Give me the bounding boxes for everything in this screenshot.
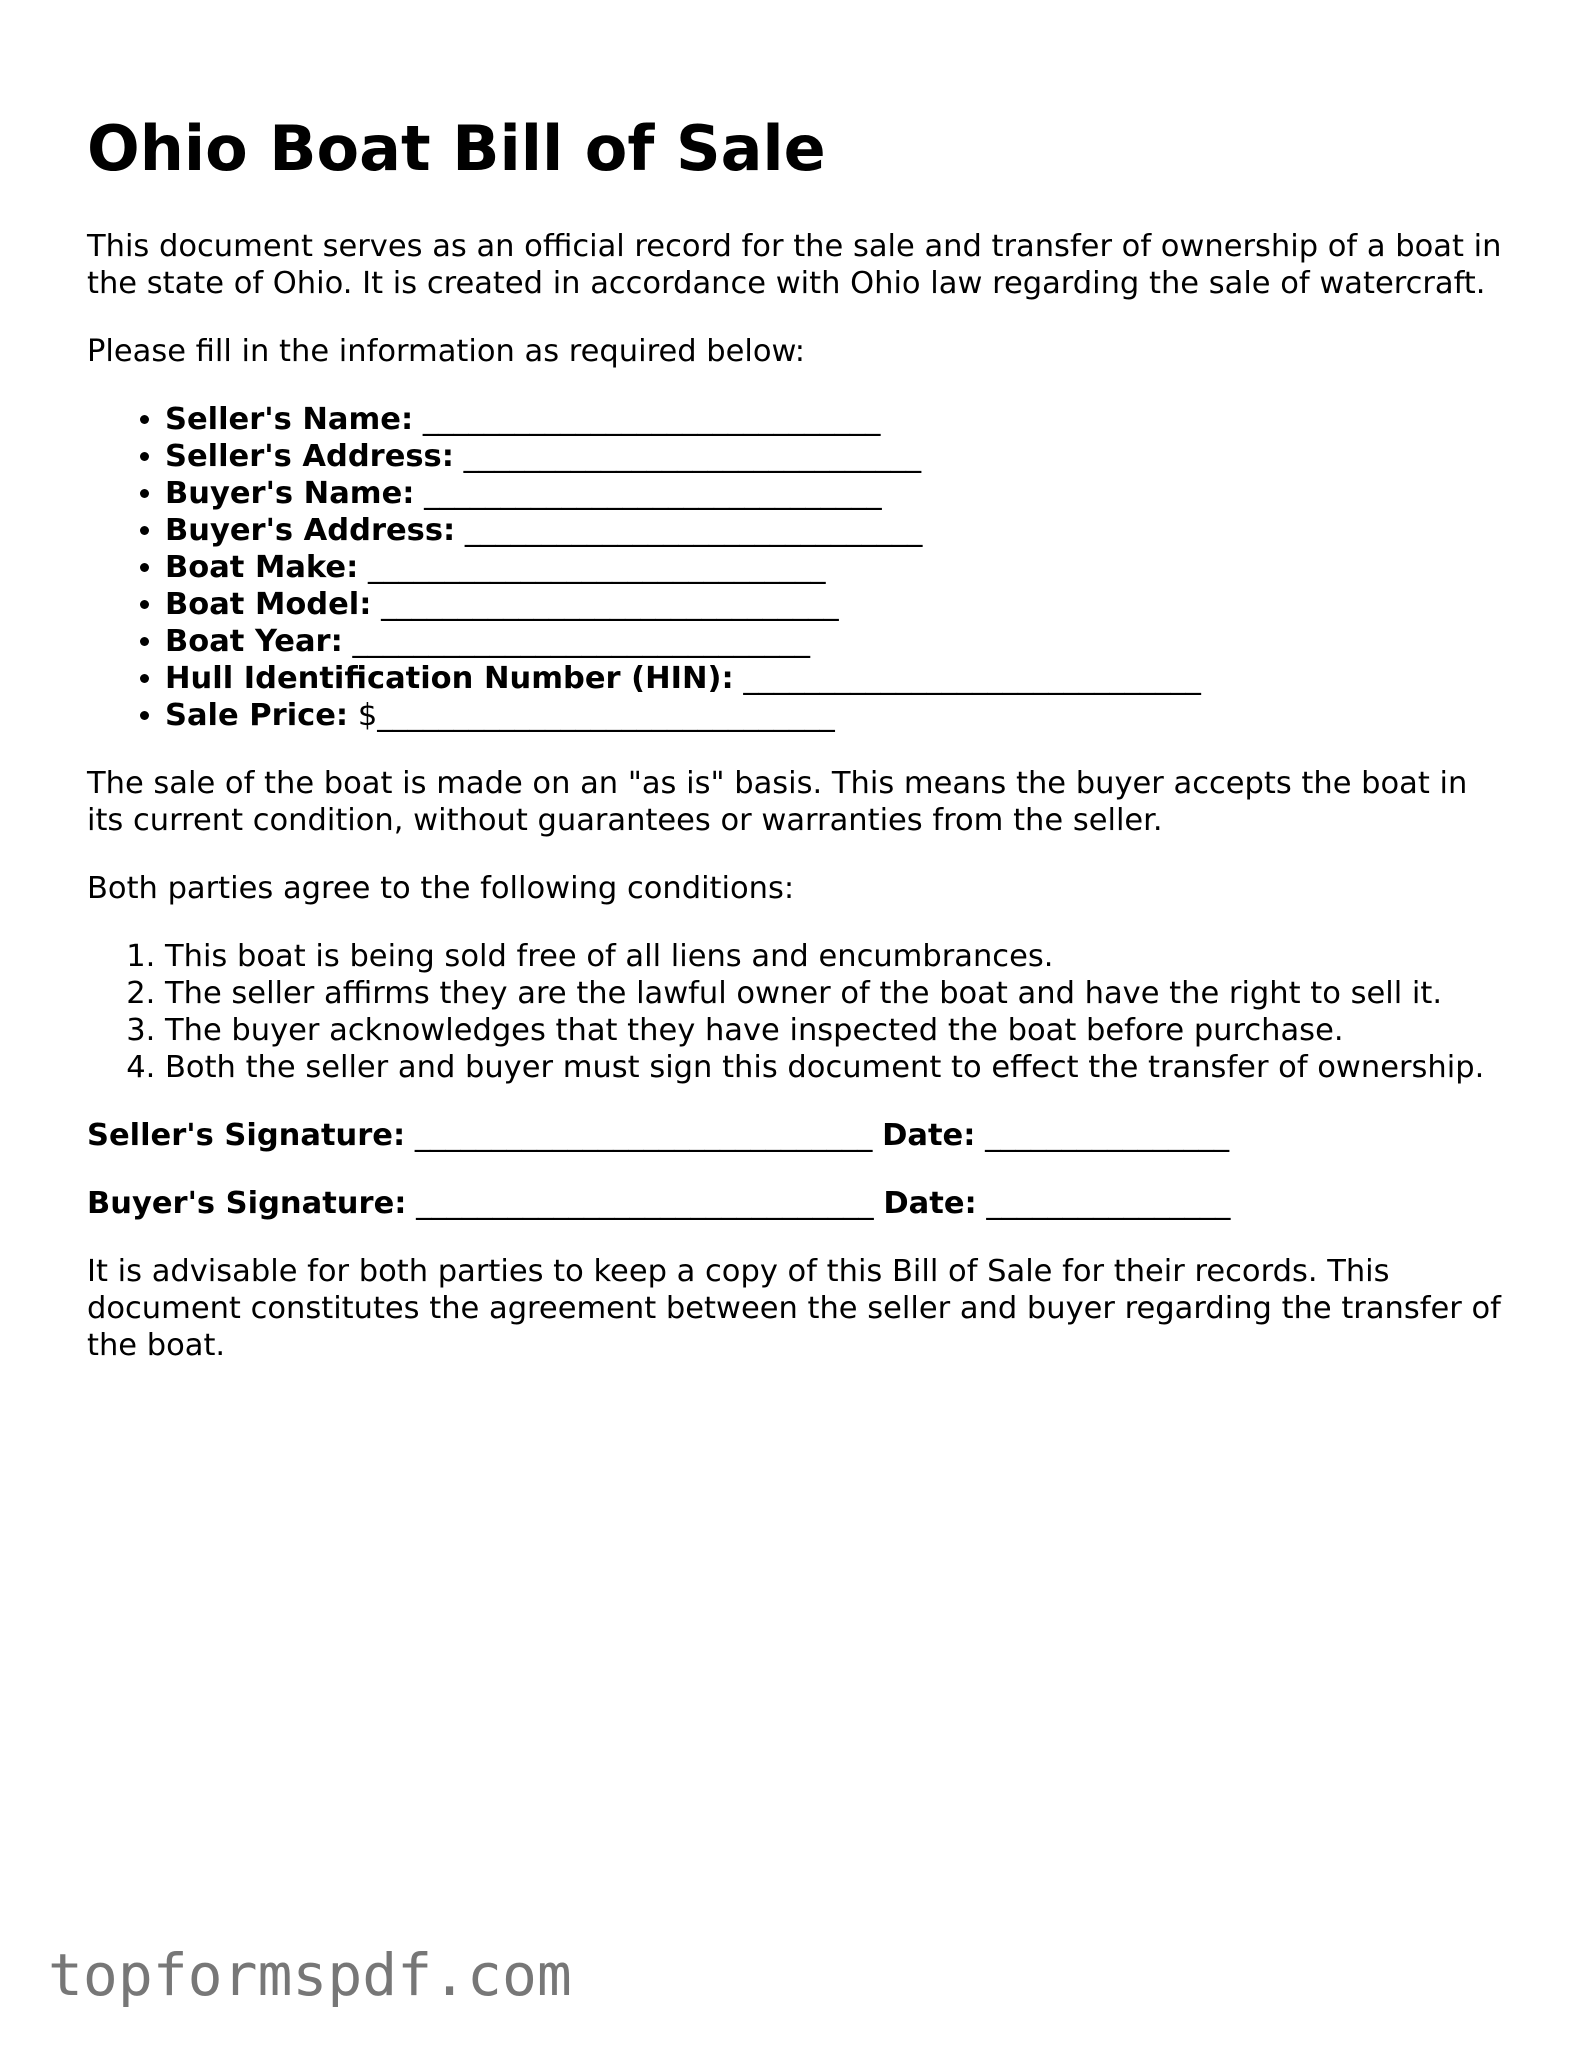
watermark: topformspdf.com — [48, 1941, 572, 2009]
fill-in-blank: ______________________________ — [413, 402, 881, 437]
field-boat-model — [165, 586, 1507, 623]
field-sale-price — [165, 697, 1507, 734]
field-label: Boat Make: — [165, 550, 359, 585]
field-sellers-address — [165, 438, 1507, 475]
field-buyers-address — [165, 512, 1507, 549]
field-label: Seller's Name: — [165, 402, 414, 437]
field-hin — [165, 660, 1507, 697]
as-is-paragraph: The sale of the boat is made on an "as is" basis. This means the buyer accepts the boat in its current condition, without guarantees or warranties from the seller. — [87, 766, 1468, 838]
condition-item: 1. This boat is being sold free of all liens and encumbrances. — [165, 938, 1507, 975]
buyer-signature-label: Buyer's Signature: — [87, 1186, 407, 1221]
condition-item: 4. Both the seller and buyer must sign this document to effect the transfer of ownership. — [165, 1049, 1507, 1086]
field-list — [87, 401, 1507, 734]
fill-in-blank: ______________________________ — [733, 661, 1201, 696]
fill-in-blank: ______________________________ — [371, 587, 839, 622]
date-label: Date: — [883, 1186, 977, 1221]
seller-signature-line — [87, 1117, 1507, 1154]
signature-blank: ______________________________ — [405, 1118, 883, 1153]
condition-item: 3. The buyer acknowledges that they have inspected the boat before purchase. — [165, 1012, 1507, 1049]
fill-in-blank: $______________________________ — [348, 698, 835, 733]
fill-in-blank: ______________________________ — [455, 513, 923, 548]
fill-in-blank: ______________________________ — [453, 439, 922, 474]
instruction-paragraph: Please fill in the information as required below: — [87, 334, 806, 369]
fill-in-blank: ______________________________ — [342, 624, 810, 659]
field-label: Buyer's Address: — [165, 513, 456, 548]
fill-in-blank: ______________________________ — [414, 476, 882, 511]
seller-signature-label: Seller's Signature: — [87, 1118, 406, 1153]
conditions-intro: Both parties agree to the following conditions: — [87, 871, 795, 906]
date-blank: ________________ — [976, 1186, 1231, 1221]
field-buyers-name — [165, 475, 1507, 512]
date-blank: ________________ — [975, 1118, 1230, 1153]
field-label: Buyer's Name: — [165, 476, 415, 511]
field-label: Hull Identification Number (HIN): — [165, 661, 734, 696]
field-label: Sale Price: — [165, 698, 349, 733]
buyer-signature-line — [87, 1185, 1507, 1222]
fill-in-blank: ______________________________ — [358, 550, 826, 585]
closing-paragraph: It is advisable for both parties to keep a copy of this Bill of Sale for their records. This document constitutes the agreement between the seller and buyer regarding the transfer of the boat. — [87, 1254, 1501, 1363]
date-label: Date: — [882, 1118, 976, 1153]
field-label: Boat Model: — [165, 587, 372, 622]
field-boat-year — [165, 623, 1507, 660]
field-sellers-name — [165, 401, 1507, 438]
field-boat-make — [165, 549, 1507, 586]
field-label: Boat Year: — [165, 624, 343, 659]
intro-paragraph: This document serves as an official record for the sale and transfer of ownership of a boat in the state of Ohio. It is created in accordance with Ohio law regarding the sale of watercraft. — [87, 229, 1502, 301]
document-body — [87, 228, 1507, 1395]
conditions-list — [87, 938, 1507, 1086]
signature-blank: ______________________________ — [406, 1186, 884, 1221]
page-title: Ohio Boat Bill of Sale — [87, 112, 826, 185]
condition-item: 2. The seller affirms they are the lawful owner of the boat and have the right to sell it. — [165, 975, 1507, 1012]
field-label: Seller's Address: — [165, 439, 454, 474]
